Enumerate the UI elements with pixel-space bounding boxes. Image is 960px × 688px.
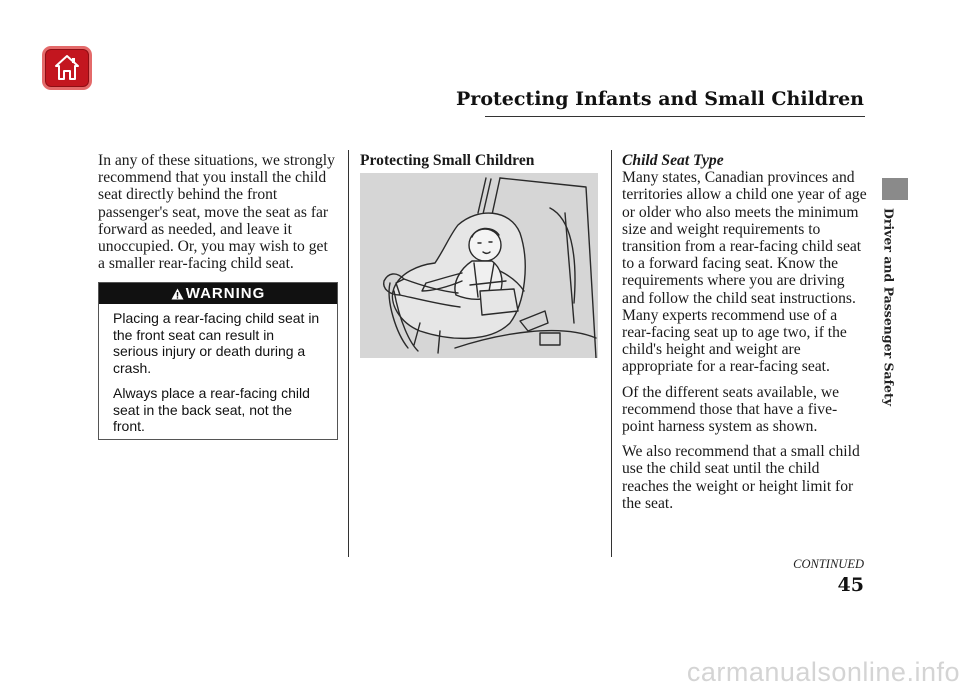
warning-text: Always place a rear-facing child seat in the back seat, not the front. [113, 385, 310, 434]
warning-header [99, 283, 337, 304]
title-divider [485, 116, 865, 117]
section-tab-marker [882, 178, 908, 200]
home-icon [54, 54, 80, 82]
page-title: Protecting Infants and Small Children [456, 88, 864, 110]
child-seat-type-section [622, 152, 868, 520]
section-tab-label [876, 208, 902, 407]
section-heading: Protecting Small Children [360, 152, 535, 169]
home-button[interactable] [42, 46, 92, 90]
warning-text: Placing a rear-facing child seat in the front seat can result in serious injury or death during a crash. [113, 310, 320, 376]
continued-label: CONTINUED [793, 557, 864, 571]
warning-triangle-icon [171, 288, 184, 300]
intro-paragraph: In any of these situations, we strongly recommend that you install the child seat directly behind the front passenger's seat, move the seat as far forward as needed, and leave it unoccupied. Or, you may wish to get a smaller rear-facing child seat. [98, 152, 335, 273]
paragraph: Of the different seats available, we recommend those that have a five-point harness system as shown. [622, 383, 840, 436]
column-divider [348, 150, 349, 557]
child-seat-illustration [360, 173, 598, 358]
watermark: carmanualsonline.info [686, 657, 960, 687]
warning-body [99, 304, 337, 435]
warning-box [98, 282, 338, 440]
paragraph: We also recommend that a small child use the child seat until the child reaches the weight or height limit for the seat. [622, 443, 860, 512]
column-divider [611, 150, 612, 557]
paragraph: Many states, Canadian provinces and territories allow a child one year of age or older who also meets the minimum size and weight requirements to transition from a rear-facing child seat to a forward facing seat. Know the requirements where you are driving and follow the child seat instructions. Many experts recommend use of a rear-facing seat up to age two, if the child's height and weight are appropriate for a rear-facing seat. [622, 169, 867, 376]
section-tab-text: Driver and Passenger Safety [881, 208, 897, 407]
page-number: 45 [837, 574, 864, 596]
warning-label: WARNING [185, 285, 266, 302]
subheading: Child Seat Type [622, 152, 724, 169]
